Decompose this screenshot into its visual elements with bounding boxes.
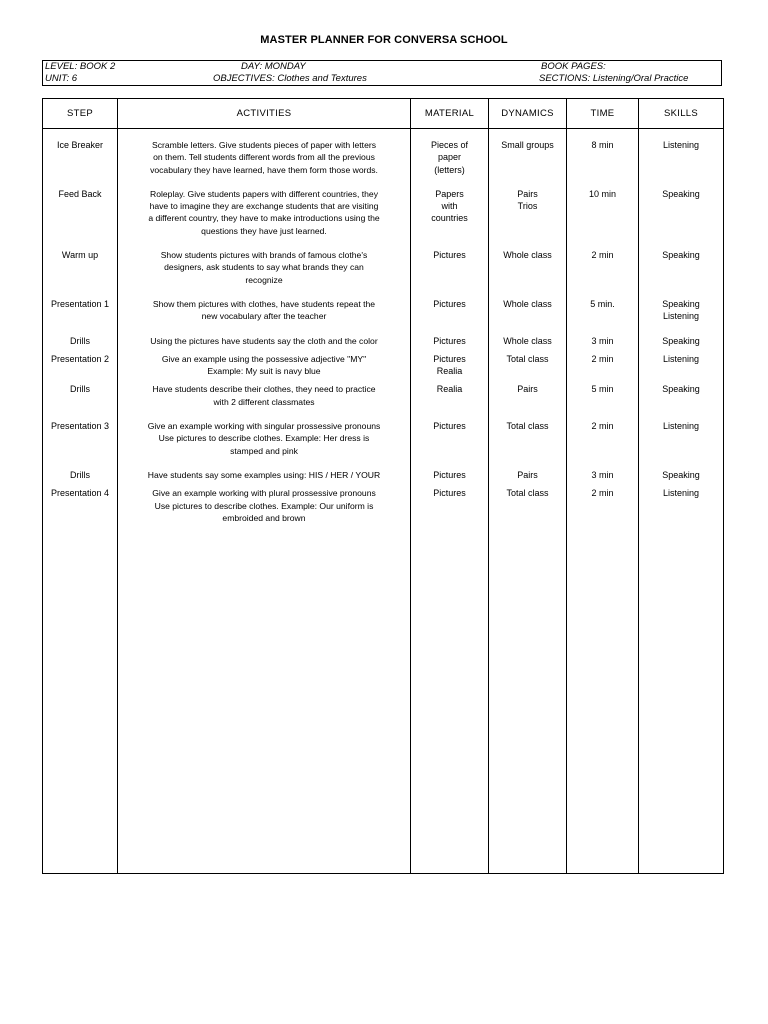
time-cell xyxy=(567,383,639,420)
time-header: TIME xyxy=(567,99,639,129)
skills-cell-line: Speaking xyxy=(662,298,700,309)
dynamics-cell-line: Pairs xyxy=(517,188,538,199)
activities-header: ACTIVITIES xyxy=(118,99,411,129)
time-cell-text: 2 min xyxy=(591,421,614,432)
material-cell-line: Pictures xyxy=(433,469,466,480)
skills-cell-line: Speaking xyxy=(662,384,700,395)
activities-cell-line: Use pictures to describe clothes. Example: Our uniform is xyxy=(154,500,374,511)
time-cell-text: 2 min xyxy=(591,488,614,499)
step-cell-text: Presentation 3 xyxy=(50,421,110,432)
material-cell xyxy=(411,298,489,335)
time-cell xyxy=(567,487,639,533)
material-cell xyxy=(411,335,489,353)
skills-cell xyxy=(639,353,724,384)
step-cell xyxy=(43,383,118,420)
table-row xyxy=(43,487,724,533)
step-cell xyxy=(43,188,118,249)
activities-cell-line: Give an example working with plural prossessive pronouns xyxy=(152,488,376,499)
table-row xyxy=(43,188,724,249)
skills-cell-line: Listening xyxy=(662,311,700,322)
material-cell-line: Pictures xyxy=(433,488,466,499)
time-cell-text: 8 min xyxy=(591,140,614,150)
activities-cell-line: Show them pictures with clothes, have students repeat the xyxy=(152,298,376,309)
empty-cell xyxy=(639,533,724,859)
day-label: DAY: MONDAY xyxy=(241,61,306,72)
step-cell-text: Feed Back xyxy=(58,188,102,199)
time-cell xyxy=(567,298,639,335)
skills-cell xyxy=(639,249,724,298)
dynamics-cell xyxy=(489,383,567,420)
empty-cell xyxy=(118,859,411,873)
header-row xyxy=(43,99,724,129)
material-cell-line: with xyxy=(441,201,458,212)
activities-cell-line: questions they have just learned. xyxy=(201,225,327,236)
skills-cell xyxy=(639,469,724,487)
activities-cell xyxy=(118,188,411,249)
activities-cell-line: on them. Tell students different words from all the previous xyxy=(153,152,375,163)
empty-cell xyxy=(43,859,118,873)
table-row xyxy=(43,298,724,335)
activities-cell-line: Example: My suit is navy blue xyxy=(207,366,321,377)
time-cell xyxy=(567,353,639,384)
dynamics-cell-line: Small groups xyxy=(501,140,554,150)
material-cell xyxy=(411,469,489,487)
material-cell-line: paper xyxy=(437,152,462,163)
step-cell xyxy=(43,353,118,384)
material-cell xyxy=(411,383,489,420)
time-cell-text: 5 min. xyxy=(590,298,615,309)
activities-cell xyxy=(118,383,411,420)
step-cell-text: Presentation 4 xyxy=(50,488,110,499)
material-cell xyxy=(411,129,489,188)
skills-cell-line: Listening xyxy=(662,140,700,150)
step-cell xyxy=(43,129,118,188)
step-header: STEP xyxy=(43,99,118,129)
activities-cell xyxy=(118,487,411,533)
table-row xyxy=(43,383,724,420)
skills-cell xyxy=(639,420,724,469)
material-header: MATERIAL xyxy=(411,99,489,129)
empty-cell xyxy=(567,859,639,873)
material-cell xyxy=(411,249,489,298)
material-cell xyxy=(411,353,489,384)
dynamics-cell xyxy=(489,420,567,469)
activities-cell xyxy=(118,335,411,353)
activities-cell-line: Have students describe their clothes, they need to practice xyxy=(152,384,376,395)
material-cell-line: Pictures xyxy=(433,250,466,261)
activities-cell-line: embroided and brown xyxy=(222,512,306,523)
material-cell-line: Pictures xyxy=(433,353,466,364)
dynamics-cell-line: Whole class xyxy=(503,335,552,346)
empty-cell xyxy=(43,533,118,859)
activities-cell xyxy=(118,249,411,298)
skills-cell xyxy=(639,129,724,188)
step-cell xyxy=(43,420,118,469)
activities-cell xyxy=(118,298,411,335)
activities-cell-line: Using the pictures have students say the cloth and the color xyxy=(150,335,378,346)
material-cell-line: Pictures xyxy=(433,298,466,309)
step-cell xyxy=(43,487,118,533)
unit-label: UNIT: 6 xyxy=(45,73,78,84)
step-cell xyxy=(43,335,118,353)
document-title: MASTER PLANNER FOR CONVERSA SCHOOL xyxy=(260,34,508,46)
dynamics-cell-line: Total class xyxy=(506,353,549,364)
activities-cell-line: designers, ask students to say what brands they can xyxy=(164,262,364,273)
dynamics-cell-line: Total class xyxy=(506,488,549,499)
dynamics-cell xyxy=(489,249,567,298)
activities-cell-line: Use pictures to describe clothes. Example: Her dress is xyxy=(158,433,370,444)
empty-cell xyxy=(411,859,489,873)
lesson-plan-table xyxy=(42,98,724,874)
material-cell-line: Realia xyxy=(436,384,463,395)
dynamics-cell xyxy=(489,353,567,384)
empty-cell xyxy=(411,533,489,859)
time-cell-text: 2 min xyxy=(591,353,614,364)
bottom-row xyxy=(43,859,724,873)
dynamics-cell xyxy=(489,188,567,249)
step-cell-text: Presentation 1 xyxy=(50,298,110,309)
dynamics-cell-line: Whole class xyxy=(503,250,552,261)
empty-cell xyxy=(489,533,567,859)
step-cell-text: Warm up xyxy=(61,250,99,261)
skills-cell xyxy=(639,188,724,249)
material-cell-line: Realia xyxy=(436,366,463,377)
activities-cell-line: with 2 different classmates xyxy=(213,396,315,407)
activities-cell-line: Scramble letters. Give students pieces of paper with letters xyxy=(151,140,377,150)
activities-cell-line: Roleplay. Give students papers with different countries, they xyxy=(149,188,378,199)
skills-cell-line: Listening xyxy=(662,421,700,432)
step-cell-text: Presentation 2 xyxy=(50,353,110,364)
empty-cell xyxy=(489,859,567,873)
skills-cell xyxy=(639,383,724,420)
material-cell-line: Pieces of xyxy=(430,140,469,150)
activities-cell xyxy=(118,469,411,487)
skills-cell-line: Speaking xyxy=(662,188,700,199)
table-row xyxy=(43,353,724,384)
level-label: LEVEL: BOOK 2 xyxy=(45,61,116,72)
step-cell xyxy=(43,249,118,298)
activities-cell-line: have to imagine they are exchange students that are visiting xyxy=(149,201,379,212)
time-cell-text: 10 min xyxy=(588,188,616,199)
dynamics-cell xyxy=(489,335,567,353)
table-row xyxy=(43,469,724,487)
skills-cell xyxy=(639,298,724,335)
activities-cell-line: recognize xyxy=(245,274,283,285)
activities-cell-line: Show students pictures with brands of famous clothe's xyxy=(160,250,368,261)
skills-cell-line: Speaking xyxy=(662,335,700,346)
activities-cell xyxy=(118,420,411,469)
material-cell xyxy=(411,420,489,469)
skills-cell-line: Listening xyxy=(662,353,700,364)
activities-cell-line: stamped and pink xyxy=(230,445,298,456)
dynamics-cell-line: Total class xyxy=(506,421,549,432)
empty-cell xyxy=(639,859,724,873)
step-cell-text: Drills xyxy=(70,335,90,346)
dynamics-cell xyxy=(489,129,567,188)
time-cell-text: 3 min xyxy=(591,335,614,346)
table-row xyxy=(43,249,724,298)
empty-cell xyxy=(567,533,639,859)
skills-cell-line: Listening xyxy=(662,488,700,499)
time-cell xyxy=(567,249,639,298)
sections-label: SECTIONS: Listening/Oral Practice xyxy=(539,73,689,84)
skills-cell-line: Speaking xyxy=(662,250,700,261)
activities-cell-line: a different country, they have to make introductions using the xyxy=(148,213,380,224)
dynamics-cell-line: Pairs xyxy=(517,384,538,395)
step-cell-text: Drills xyxy=(70,384,90,395)
activities-cell-line: Have students say some examples using: HIS / HER / YOUR xyxy=(147,469,381,480)
time-cell xyxy=(567,129,639,188)
empty-cell xyxy=(118,533,411,859)
time-cell-text: 2 min xyxy=(591,250,614,261)
dynamics-cell-line: Pairs xyxy=(517,469,538,480)
material-cell xyxy=(411,188,489,249)
activities-cell-line: Give an example using the possessive adjective "MY" xyxy=(161,353,367,364)
step-cell-text: Ice Breaker xyxy=(56,140,104,150)
material-cell-line: Pictures xyxy=(433,421,466,432)
dynamics-header: DYNAMICS xyxy=(489,99,567,129)
step-cell-text: Drills xyxy=(70,469,90,480)
material-cell-line: countries xyxy=(431,213,468,224)
table-row xyxy=(43,129,724,188)
time-cell-text: 3 min xyxy=(591,469,614,480)
dynamics-cell xyxy=(489,469,567,487)
time-cell xyxy=(567,188,639,249)
activities-cell-line: Give an example working with singular prossessive pronouns xyxy=(147,421,381,432)
table-row xyxy=(43,420,724,469)
time-cell xyxy=(567,469,639,487)
dynamics-cell-line: Whole class xyxy=(503,298,552,309)
step-cell xyxy=(43,469,118,487)
activities-cell-line: new vocabulary after the teacher xyxy=(201,311,327,322)
objectives-label: OBJECTIVES: Clothes and Textures xyxy=(213,73,367,84)
activities-cell xyxy=(118,353,411,384)
material-cell-line: Pictures xyxy=(433,335,466,346)
time-cell xyxy=(567,420,639,469)
time-cell xyxy=(567,335,639,353)
skills-cell xyxy=(639,335,724,353)
time-cell-text: 5 min xyxy=(591,384,614,395)
table-row xyxy=(43,335,724,353)
dynamics-cell-line: Trios xyxy=(517,201,538,212)
skills-cell xyxy=(639,487,724,533)
material-cell-line: (letters) xyxy=(434,164,465,175)
activities-cell-line: vocabulary they have learned, have them form those words. xyxy=(150,164,378,175)
empty-rows-area xyxy=(43,533,724,859)
activities-cell xyxy=(118,129,411,188)
step-cell xyxy=(43,298,118,335)
skills-header: SKILLS xyxy=(639,99,724,129)
lesson-info-box xyxy=(42,60,722,86)
book-pages-label: BOOK PAGES: xyxy=(541,61,606,72)
dynamics-cell xyxy=(489,298,567,335)
dynamics-cell xyxy=(489,487,567,533)
material-cell-line: Papers xyxy=(435,188,464,199)
skills-cell-line: Speaking xyxy=(662,469,700,480)
material-cell xyxy=(411,487,489,533)
